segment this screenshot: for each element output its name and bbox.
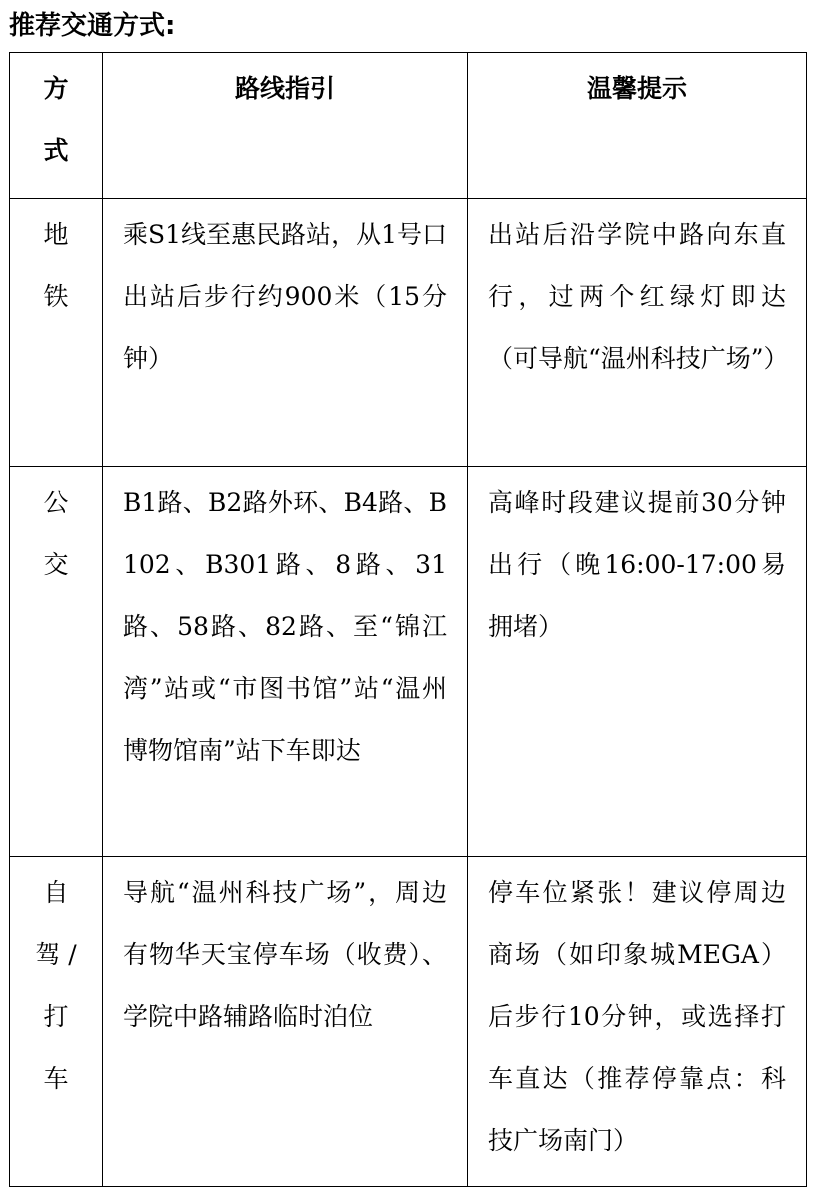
mode-cell (10, 467, 103, 857)
header-route-cell (103, 53, 468, 199)
transport-table (9, 52, 807, 1187)
table-header-row (10, 53, 807, 199)
tip-cell (468, 199, 807, 467)
header-route-label: 路线指引 (234, 74, 335, 103)
route-text: B1路、B2路外环、B4路、B102、B301路、8路、31路、58路、82路、至“锦江湾”站或“市图书馆”站“温州博物馆南”站下车即达 (123, 488, 447, 765)
tip-text: 高峰时段建议提前30分钟出行（晚16:00-17:00易拥堵） (488, 488, 786, 641)
mode-char: 打 (43, 1002, 69, 1031)
header-tip-label: 温馨提示 (586, 74, 687, 103)
mode-char: 铁 (43, 282, 69, 311)
tip-cell (468, 857, 807, 1187)
table-row-bus (10, 467, 807, 857)
mode-char: 公 (43, 488, 69, 517)
mode-char: 自 (43, 878, 69, 907)
route-cell (103, 467, 468, 857)
tip-text: 停车位紧张！建议停周边商场（如印象城MEGA）后步行10分钟，或选择打车直达（推荐停靠点：科技广场南门） (488, 878, 786, 1155)
route-cell (103, 199, 468, 467)
mode-char: 驾 / (35, 940, 77, 969)
header-mode-char: 方 (43, 74, 69, 103)
table-row-drive (10, 857, 807, 1187)
mode-char: 车 (43, 1064, 69, 1093)
tip-text: 出站后沿学院中路向东直行，过两个红绿灯即达（可导航“温州科技广场”） (488, 220, 789, 373)
route-text: 乘S1线至惠民路站，从1号口出站后步行约900米（15分钟） (123, 220, 447, 373)
header-tip-cell (468, 53, 807, 199)
mode-cell (10, 857, 103, 1187)
mode-char: 交 (43, 550, 69, 579)
route-cell (103, 857, 468, 1187)
table-row-metro (10, 199, 807, 467)
header-mode-char: 式 (43, 136, 69, 165)
route-text: 导航“温州科技广场”，周边有物华天宝停车场（收费）、学院中路辅路临时泊位 (123, 878, 447, 1031)
page-title: 推荐交通方式: (9, 11, 176, 41)
mode-char: 地 (43, 220, 69, 249)
tip-cell (468, 467, 807, 857)
mode-cell (10, 199, 103, 467)
header-mode-cell (10, 53, 103, 199)
